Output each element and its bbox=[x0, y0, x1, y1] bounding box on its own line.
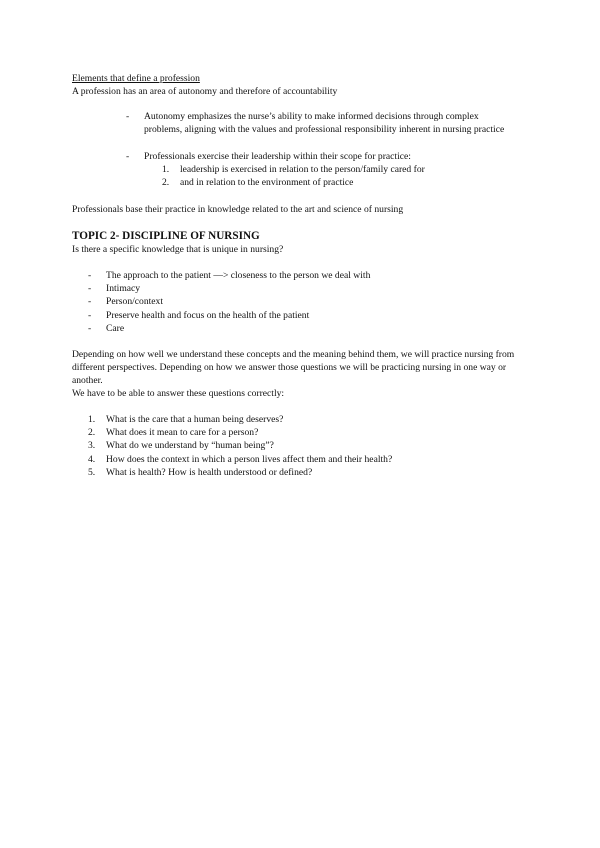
question-text: How does the context in which a person lives affect them and their health? bbox=[106, 453, 393, 465]
sub-item-text: and in relation to the environment of practice bbox=[180, 177, 354, 188]
bullet-dash: - bbox=[88, 296, 92, 308]
list-item bbox=[88, 413, 508, 426]
list-item bbox=[88, 269, 508, 282]
bullet-dash: - bbox=[88, 309, 92, 321]
list-item bbox=[88, 295, 508, 308]
question-list bbox=[88, 413, 508, 479]
topic-question: Is there a specific knowledge that is unique in nursing? bbox=[72, 244, 284, 255]
list-item bbox=[88, 466, 508, 479]
list-item bbox=[88, 439, 508, 452]
list-item-text: Intimacy bbox=[106, 283, 141, 295]
section-closing: Professionals base their practice in knowledge related to the art and science of nursing bbox=[72, 204, 404, 215]
bullet-dash: - bbox=[126, 111, 130, 122]
question-text: What is health? How is health understood or defined? bbox=[106, 466, 313, 478]
list-item-text: Person/context bbox=[106, 296, 164, 308]
topic-heading: TOPIC 2- DISCIPLINE OF NURSING bbox=[72, 230, 260, 242]
bullet-dash: - bbox=[126, 151, 130, 162]
question-number: 3. bbox=[88, 440, 96, 452]
bullet-text: Autonomy emphasizes the nurse’s ability to make informed decisions through complex problems, aligning with the values and professional responsibility inherent in nursing practice bbox=[144, 111, 505, 136]
sub-item-text: leadership is exercised in relation to the person/family cared for bbox=[180, 164, 425, 175]
question-text: What is the care that a human being deserves? bbox=[106, 414, 284, 425]
question-text: What does it mean to care for a person? bbox=[106, 427, 259, 439]
list-item bbox=[88, 282, 508, 295]
list-item-text: The approach to the patient —> closeness to the person we deal with bbox=[106, 270, 371, 281]
bullet-autonomy bbox=[126, 110, 506, 136]
list-item-text: Care bbox=[106, 322, 125, 334]
section-title-profession: Elements that define a profession bbox=[72, 73, 200, 84]
sub-item-2 bbox=[162, 176, 492, 189]
sub-item-1 bbox=[162, 163, 492, 176]
sub-item-number: 1. bbox=[162, 164, 170, 175]
topic-paragraph: Depending on how well we understand these concepts and the meaning behind them, we will practice nursing from different perspectives. Depending on how we answer those questions we will be practicing nursing in one way or another. bbox=[72, 349, 515, 387]
question-number: 1. bbox=[88, 414, 96, 425]
list-item bbox=[88, 309, 508, 322]
section-intro: A profession has an area of autonomy and therefore of accountability bbox=[72, 86, 338, 97]
list-item-text: Preserve health and focus on the health of the patient bbox=[106, 309, 310, 321]
list-item bbox=[88, 453, 508, 466]
bullet-text: Professionals exercise their leadership within their scope for practice: bbox=[144, 151, 411, 162]
bullet-dash: - bbox=[88, 283, 92, 295]
bullet-leadership bbox=[126, 150, 506, 163]
list-item bbox=[88, 426, 508, 439]
question-number: 2. bbox=[88, 427, 96, 439]
list-item bbox=[88, 322, 508, 335]
question-number: 5. bbox=[88, 466, 96, 478]
topic-bullet-list bbox=[88, 269, 508, 335]
sub-item-number: 2. bbox=[162, 177, 170, 188]
bullet-dash: - bbox=[88, 322, 92, 334]
question-number: 4. bbox=[88, 453, 96, 465]
bullet-dash: - bbox=[88, 270, 92, 281]
topic-lead: We have to be able to answer these questions correctly: bbox=[72, 388, 285, 399]
question-text: What do we understand by “human being”? bbox=[106, 440, 274, 452]
